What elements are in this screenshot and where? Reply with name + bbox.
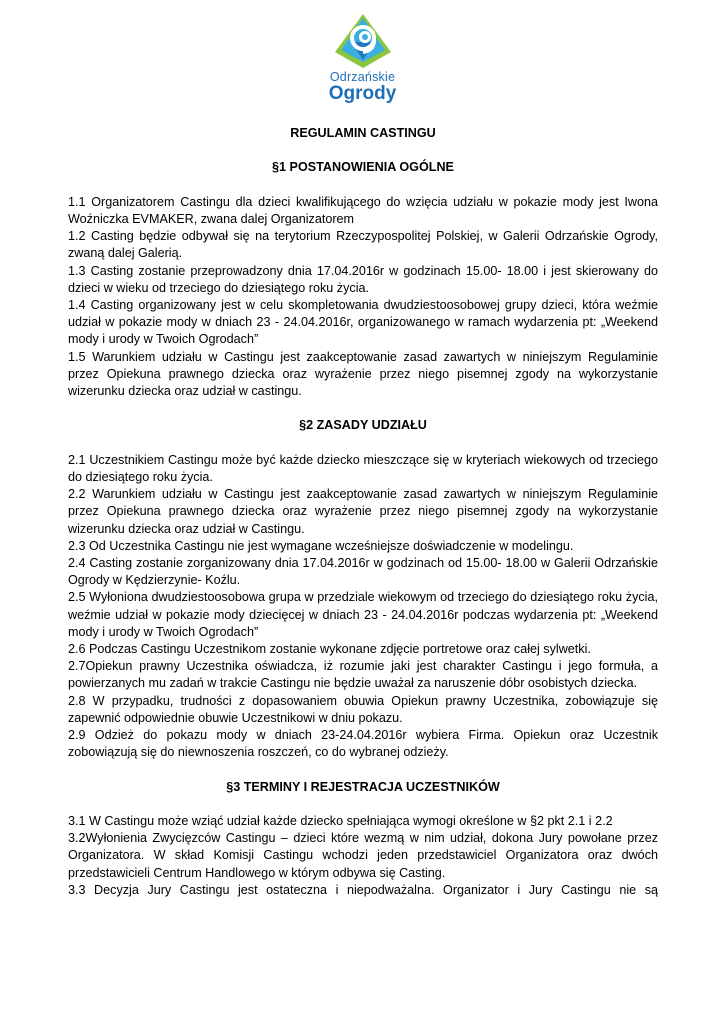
section-heading-3: §3 TERMINY I REJESTRACJA UCZESTNIKÓW bbox=[226, 779, 500, 794]
paragraph-2-9: 2.9 Odzież do pokazu mody w dniach 23-24.04.2016r wybiera Firma. Opiekun oraz Uczestnik zobowiązują się do niewnoszenia roszczeń, co do wybranej odzieży. bbox=[68, 728, 658, 760]
section-heading-2: §2 ZASADY UDZIAŁU bbox=[299, 418, 427, 433]
document-title: REGULAMIN CASTINGU bbox=[290, 126, 436, 140]
paragraph-3-1: 3.1 W Castingu może wziąć udział każde dziecko spełniająca wymogi określone w §2 pkt 2.1 i 2.2 bbox=[68, 813, 613, 828]
paragraph-1-4: 1.4 Casting organizowany jest w celu skompletowania dwudziestoosobowej grupy dzieci, która weźmie udział w pokazie mody w dniach 23 - 24.04.2016r, organizowanego w ramach wydarzenia pt: „Weekend mody i urody w Twoich Ogrodach” bbox=[68, 297, 658, 347]
paragraph-3-3: 3.3 Decyzja Jury Castingu jest ostateczna i niepodważalna. Organizator i Jury Castingu nie są bbox=[68, 882, 658, 897]
logo-text-line1: Odrzańskie bbox=[329, 70, 396, 84]
paragraph-2-5: 2.5 Wyłoniona dwudziestoosobowa grupa w przedziale wiekowym od trzeciego do dziesiątego roku życia, weźmie udział w pokazie mody dziecięcej w dniach 23 - 24.04.2016r podczas wydarzenia pt: „Weekend mody i urody w Twoich Ogrodach” bbox=[68, 590, 658, 639]
paragraph-2-1: 2.1 Uczestnikiem Castingu może być każde dziecko mieszczące się w kryteriach wiekowych od trzeciego do dziesiątego roku życia. bbox=[68, 452, 658, 484]
paragraph-2-7: 2.7Opiekun prawny Uczestnika oświadcza, iż rozumie jaki jest charakter Castingu i jego formuła, a powierzanych mu zadań w trakcie Castingu nie będzie uważał za naruszenie dóbr osobistych dziecka. bbox=[68, 659, 658, 691]
section-heading-1: §1 POSTANOWIENIA OGÓLNE bbox=[272, 160, 454, 175]
paragraph-1-5: 1.5 Warunkiem udziału w Castingu jest zaakceptowanie zasad zawartych w niniejszym Regulaminie przez Opiekuna prawnego dziecka oraz wyrażenie przez niego pisemnej zgody na wykorzystanie wizerunku dziecka oraz udział w castingu. bbox=[68, 349, 658, 398]
paragraph-2-8: 2.8 W przypadku, trudności z dopasowaniem obuwia Opiekun prawny Uczestnika, zobowiązuje się zapewnić odpowiednie obuwie Uczestnikowi w dniu pokazu. bbox=[68, 693, 658, 725]
paragraph-2-6: 2.6 Podczas Castingu Uczestnikom zostanie wykonane zdjęcie portretowe oraz całej sylwetki. bbox=[68, 641, 591, 656]
document-body bbox=[68, 125, 658, 899]
paragraph-2-3: 2.3 Od Uczestnika Castingu nie jest wymagane wcześniejsze doświadczenie w modelingu. bbox=[68, 538, 574, 553]
paragraph-2-2: 2.2 Warunkiem udziału w Castingu jest zaakceptowanie zasad zawartych w niniejszym Regulaminie przez Opiekuna prawnego dziecka oraz wyrażenie przez niego pisemnej zgody na wykorzystanie wizerunku dziecka oraz udział w Castingu. bbox=[68, 487, 658, 536]
logo-swirl-icon bbox=[331, 12, 395, 70]
paragraph-1-2: 1.2 Casting będzie odbywał się na terytorium Rzeczypospolitej Polskiej, w Galerii Odrzańskie Ogrody, zwaną dalej Galerią. bbox=[68, 229, 658, 261]
paragraph-1-3: 1.3 Casting zostanie przeprowadzony dnia 17.04.2016r w godzinach 15.00- 18.00 i jest skierowany do dzieci w wieku od trzeciego do dziesiątego roku życia. bbox=[68, 263, 658, 295]
paragraph-1-1: 1.1 Organizatorem Castingu dla dzieci kwalifikującego do wzięcia udziału w pokazie mody jest Iwona Woźniczka EVMAKER, zwana dalej Organizatorem bbox=[68, 194, 658, 226]
paragraph-2-4: 2.4 Casting zostanie zorganizowany dnia 17.04.2016r w godzinach od 15.00- 18.00 w Galerii Odrzańskie Ogrody w Kędzierzynie- Koźlu. bbox=[68, 555, 658, 588]
odrzanskie-ogrody-logo bbox=[300, 12, 425, 107]
logo-text-line2: Ogrody bbox=[328, 83, 397, 104]
paragraph-3-2: 3.2Wyłonienia Zwycięzców Castingu – dzieci które wezmą w nim udział, dokona Jury powołane przez Organizatora. W skład Komisji Castingu wchodzi jeden przedstawiciel Organizatora oraz dwóch przedstawicieli Centrum Handlowego w którym odbywa się Casting. bbox=[68, 831, 658, 880]
